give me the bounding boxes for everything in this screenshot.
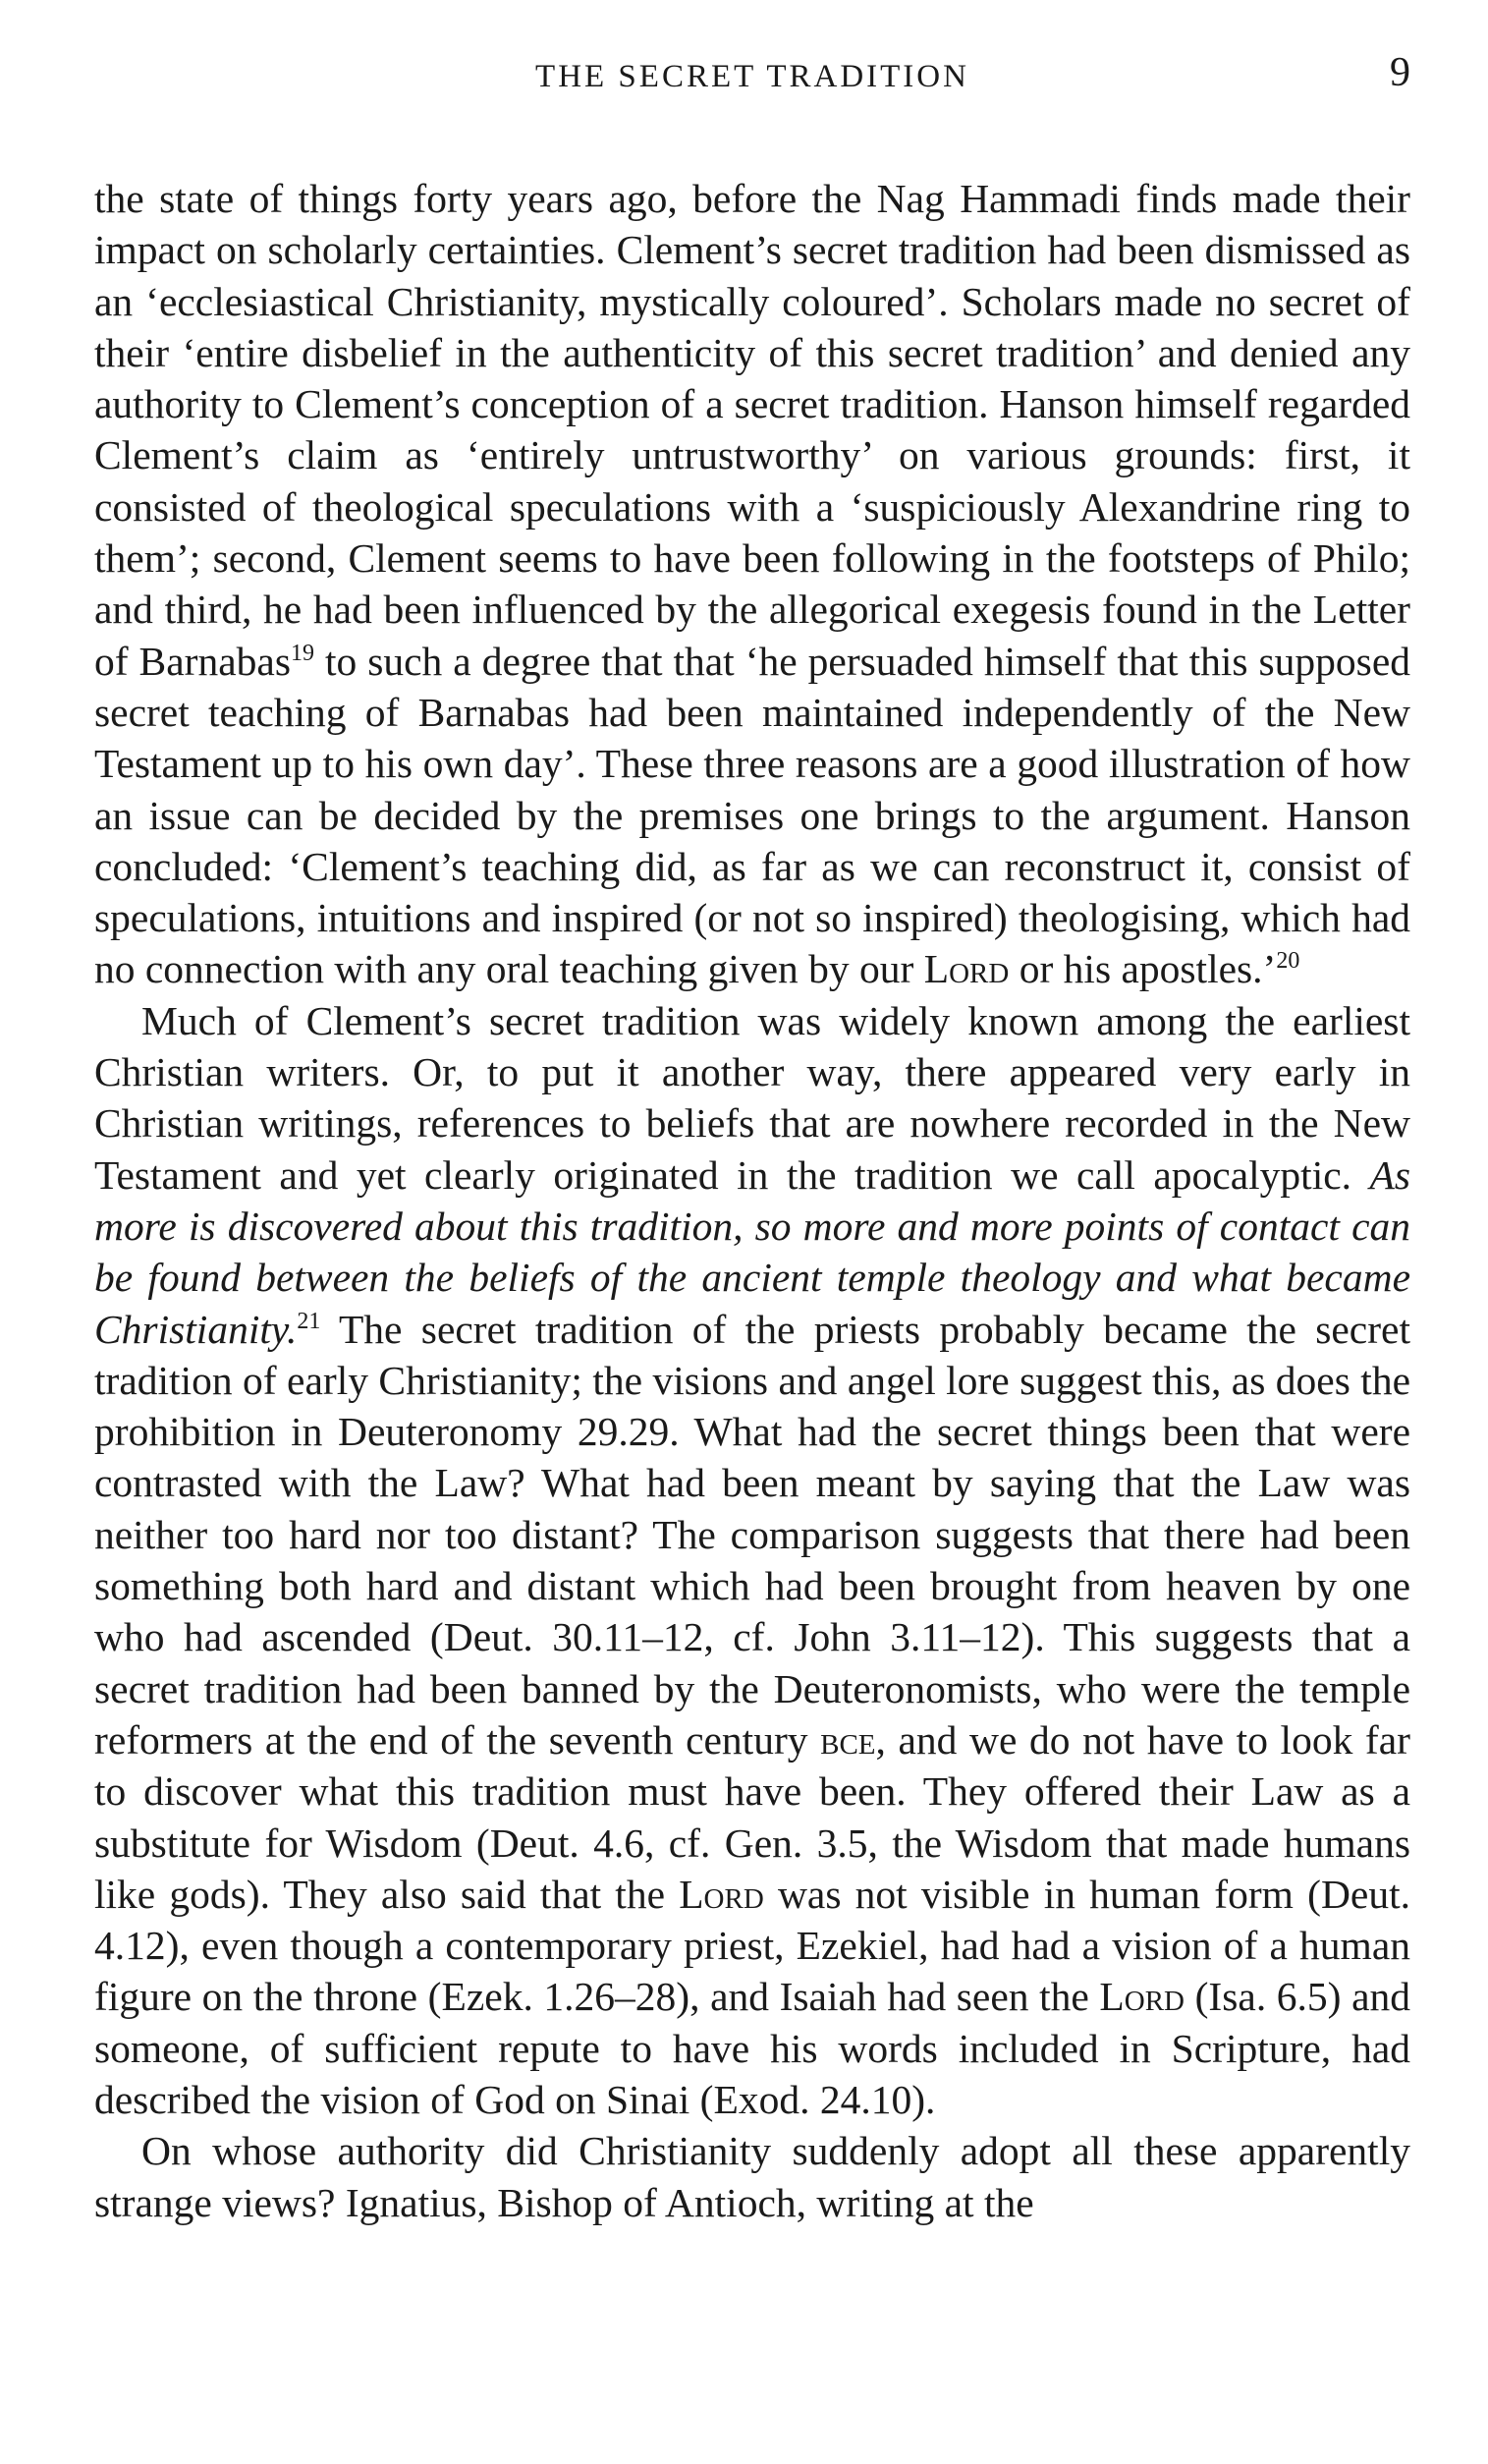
paragraph-2 [94,995,1410,2126]
small-caps-text: Lord [923,946,1010,992]
text-run: to such a degree that that ‘he persuaded himself that this supposed secret teaching of Barnabas had been maintained independently of the New Testament up to his own day’. These three reasons are a good illustration of how an issue can be decided by the premises one brings to the argument. Hanson concluded: ‘Clement’s teaching did, as far as we can reconstruct it, consist of speculations, intuitions and inspired (or not so inspired) theologising, which had no connection with any oral teaching given by our [94,638,1410,992]
text-run: the state of things forty years ago, before the Nag Hammadi finds made their impact on scholarly certainties. Clement’s secret tradition had been dismissed as an ‘ecclesiastical Christianity, mystically coloured’. Scholars made no secret of their ‘entire disbelief in the authenticity of this secret tradition’ and denied any authority to Clement’s conception of a secret tradition. Hanson himself regarded Clement’s claim as ‘entirely untrustworthy’ on various grounds: first, it consisted of theological speculations with a ‘suspiciously Alexandrine ring to them’; second, Clement seems to have been following in the footsteps of Philo; and third, he had been influenced by the allegorical exegesis found in the Letter of Barnabas [94,176,1410,684]
paragraph-3 [94,2125,1410,2228]
text-run: or his apostles.’ [1009,946,1277,992]
text-run: , and we do not have to look far to discover what this tradition must have been. They offered their Law as a substitute for Wisdom (Deut. 4.6, cf. Gen. 3.5, the Wisdom that made humans like gods). They also said that the [94,1716,1410,1917]
small-caps-text: Lord [679,1871,764,1917]
footnote-ref: 19 [290,640,314,666]
small-caps-text: bce [820,1716,876,1763]
text-run: was not visible in human form (Deut. 4.12), even though a contemporary priest, Ezekiel, had had a vision of a human figure on the throne (Ezek. 1.26–28), and Isaiah had seen the [94,1871,1410,2020]
text-run: (Isa. 6.5) and someone, of sufficient repute to have his words included in Scripture, had described the vision of God on Sinai (Exod. 24.10). [94,1974,1410,2122]
paragraph-1 [94,173,1410,995]
text-run: Much of Clement’s secret tradition was widely known among the earliest Christian writers. Or, to put it another way, there appeared very early in Christian writings, references to beliefs that are nowhere recorded in the New Testament and yet clearly originated in the tradition we call apocalyptic. [94,997,1410,1198]
text-run: On whose authority did Christianity suddenly adopt all these apparently strange views? Ignatius, Bishop of Antioch, writing at the [94,2128,1410,2225]
small-caps-text: Lord [1099,1974,1185,2020]
book-page [94,47,1410,2228]
page-number: 9 [1390,50,1410,95]
text-run: The secret tradition of the priests probably became the secret tradition of early Christianity; the visions and angel lore suggest this, as does the prohibition in Deuteronomy 29.29. What had the secret things been that were contrasted with the Law? What had been meant by saying that the Law was neither too hard nor too distant? The comparison suggests that there had been something both hard and distant which had been brought from heaven by one who had ascended (Deut. 30.11–12, cf. John 3.11–12). This suggests that a secret tradition had been banned by the Deuteronomists, who were the temple reformers at the end of the seventh century [94,1306,1410,1763]
footnote-ref: 21 [297,1308,321,1334]
italic-text: As more is discovered about this tradition, so more and more points of contact can be found between the beliefs of the ancient temple theology and what became Christianity. [94,1151,1410,1352]
footnote-ref: 20 [1276,948,1300,975]
running-title: THE SECRET TRADITION [535,59,969,94]
running-head [94,47,1410,116]
body-text [94,173,1410,2228]
